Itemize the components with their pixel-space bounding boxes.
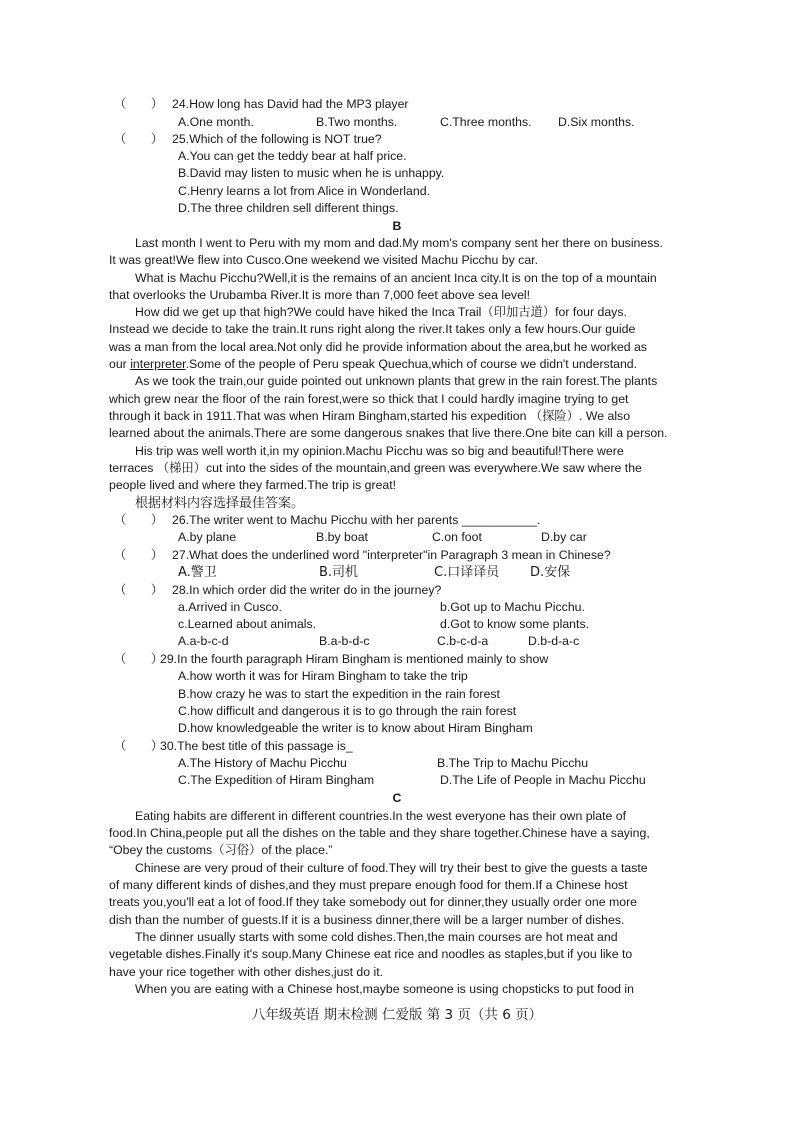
step-a: a.Arrived in Cusco.	[178, 600, 282, 614]
question-stem: 29.In the fourth paragraph Hiram Bingham is mentioned mainly to show	[160, 652, 549, 666]
page-footer: 八年级英语 期末检测 仁爱版 第 3 页（共 6 页）	[251, 1007, 543, 1023]
instruction-text: 根据材料内容选择最佳答案。	[135, 496, 305, 511]
passage-c-line: When you are eating with a Chinese host,maybe someone is using chopsticks to put food in	[135, 982, 634, 996]
passage-c-line: of many different kinds of dishes,and they must prepare enough food for them.If a Chinese host	[109, 878, 628, 892]
question-stem: 25.Which of the following is NOT true?	[172, 132, 382, 146]
option-b: B.David may listen to music when he is unhappy.	[178, 166, 445, 180]
question-stem: 26.The writer went to Machu Picchu with her parents ___________.	[172, 513, 541, 527]
option-d: D.how knowledgeable the writer is to know about Hiram Bingham	[178, 721, 533, 735]
passage-b-line: It was great!We flew into Cusco.One weekend we visited Machu Picchu by car.	[109, 253, 538, 267]
option-a: A.how worth it was for Hiram Bingham to take the trip	[178, 669, 468, 683]
passage-b-line: which grew near the floor of the rain forest,were so thick that I could hardly imagine trying to get	[109, 392, 629, 406]
passage-c-line: Eating habits are different in different countries.In the west everyone has their own plate of	[135, 809, 627, 823]
option-c: C.on foot	[432, 530, 482, 544]
question-stem: 24.How long has David had the MP3 player	[172, 97, 409, 111]
line-start: our	[109, 357, 131, 371]
question-stem: 27.What does the underlined word "interpreter"in Paragraph 3 mean in Chinese?	[172, 548, 611, 562]
option-c: C.The Expedition of Hiram Bingham	[178, 773, 375, 787]
passage-b-line: His trip was well worth it,in my opinion.Machu Picchu was so big and beautiful!There were	[135, 444, 624, 458]
passage-b-line: How did we get up that high?We could have hiked the Inca Trail（印加古道）for four days.	[135, 305, 627, 319]
option-a: A.警卫	[178, 565, 217, 580]
option-a: A.by plane	[178, 530, 237, 544]
option-c: C.how difficult and dangerous it is to go through the rain forest	[178, 704, 517, 718]
option-b: B.Two months.	[316, 115, 398, 129]
option-b: B.how crazy he was to start the expedition in the rain forest	[178, 687, 500, 701]
answer-bracket: （ ）	[114, 132, 164, 146]
option-c: C.b-c-d-a	[437, 634, 489, 648]
answer-bracket: （ ）	[114, 513, 164, 527]
option-c: C.Henry learns a lot from Alice in Wonderland.	[178, 184, 430, 198]
passage-c-line: vegetable dishes.Finally it's soup.Many Chinese eat rice and noodles as staples,but if you like to	[109, 947, 633, 961]
option-a: A.The History of Machu Picchu	[178, 756, 347, 770]
option-d: D.The three children sell different things.	[178, 201, 399, 215]
option-d: D.by car	[541, 530, 587, 544]
option-b: B.by boat	[316, 530, 368, 544]
option-d: D.Six months.	[558, 115, 635, 129]
option-d: D.安保	[530, 565, 571, 580]
line-rest: .Some of the people of Peru speak Quechua,which of course we didn't understand.	[185, 357, 638, 371]
step-d: d.Got to know some plants.	[440, 617, 590, 631]
answer-bracket: （ ）	[114, 739, 164, 753]
answer-bracket: （ ）	[114, 97, 164, 111]
question-stem: 30.The best title of this passage is_	[160, 739, 353, 753]
passage-c-line: Chinese are very proud of their culture of food.They will try their best to give the guests a taste	[135, 861, 648, 875]
question-stem: 28.In which order did the writer do in the journey?	[172, 583, 442, 597]
option-b: B.The Trip to Machu Picchu	[437, 756, 589, 770]
underlined-word-interpreter: interpreter	[130, 357, 186, 371]
passage-b-line: was a man from the local area.Not only did he provide information about the area,but he worked as	[109, 340, 647, 354]
passage-b-line: What is Machu Picchu?Well,it is the remains of an ancient Inca city.It is on the top of a mountain	[135, 271, 657, 285]
section-heading-c: C	[392, 791, 402, 805]
option-c: C.Three months.	[440, 115, 532, 129]
passage-b-line	[109, 356, 681, 373]
step-c: c.Learned about animals.	[178, 617, 317, 631]
passage-c-line: have your rice together with other dishes,just do it.	[109, 965, 384, 979]
passage-c-line: “Obey the customs（习俗）of the place.”	[109, 843, 333, 857]
passage-b-line: people lived and where they farmed.The trip is great!	[109, 478, 397, 492]
answer-bracket: （ ）	[114, 583, 164, 597]
passage-c-line: dish than the number of guests.If it is a business dinner,there will be a larger number of dishes.	[109, 913, 625, 927]
option-b: B.a-b-d-c	[319, 634, 370, 648]
passage-b-line: learned about the animals.There are some dangerous snakes that live there.One bite can kill a person.	[109, 426, 668, 440]
passage-b-line: through it back in 1911.That was when Hiram Bingham,started his expedition （探险）. We also	[109, 409, 631, 423]
passage-c-line: treats you,you'll eat a lot of food.If they take somebody out for dinner,they usually order one more	[109, 895, 638, 909]
passage-b-line: that overlooks the Urubamba River.It is more than 7,000 feet above sea level!	[109, 288, 531, 302]
step-b: b.Got up to Machu Picchu.	[440, 600, 585, 614]
passage-c-line: The dinner usually starts with some cold dishes.Then,the main courses are hot meat and	[135, 930, 618, 944]
option-c: C.口译译员	[434, 565, 500, 580]
answer-bracket: （ ）	[114, 652, 164, 666]
option-a: A.a-b-c-d	[178, 634, 229, 648]
option-b: B.司机	[319, 565, 359, 580]
option-d: D.The Life of People in Machu Picchu	[440, 773, 646, 787]
option-a: A.One month.	[178, 115, 254, 129]
passage-b-line: As we took the train,our guide pointed out unknown plants that grew in the rain forest.The plants	[135, 374, 658, 388]
passage-c-line: food.In China,people put all the dishes on the table and they share together.Chinese have a saying,	[109, 826, 650, 840]
section-heading-b: B	[392, 219, 402, 233]
passage-b-line: Instead we decide to take the train.It runs right along the river.It takes only a few hours.Our guide	[109, 322, 636, 336]
passage-b-line: terraces （梯田）cut into the sides of the mountain,and green was everywhere.We saw where the	[109, 461, 642, 475]
passage-b-line: Last month I went to Peru with my mom and dad.My mom's company sent her there on business.	[135, 236, 663, 250]
option-d: D.b-d-a-c	[528, 634, 580, 648]
option-a: A.You can get the teddy bear at half price.	[178, 149, 407, 163]
answer-bracket: （ ）	[114, 548, 164, 562]
